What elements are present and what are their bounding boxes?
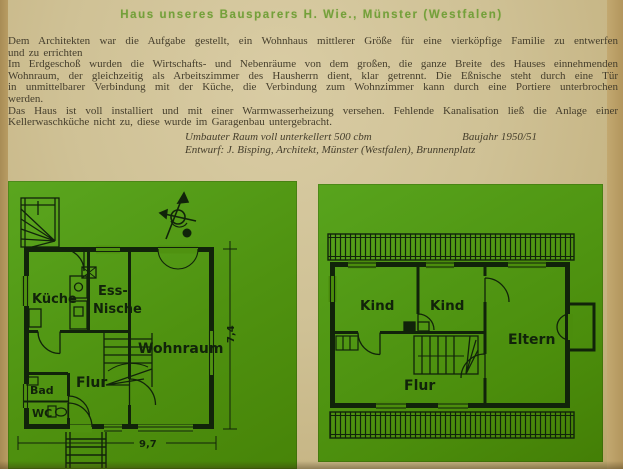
interior-walls	[24, 247, 130, 429]
upper-floor-plan-panel	[318, 184, 603, 462]
exterior-stair	[21, 198, 59, 247]
credits-block	[185, 131, 537, 157]
credit-year: Baujahr 1950/51	[462, 131, 537, 143]
bay-window	[557, 304, 594, 350]
body-line: Wohnraum, der gleichzeitig als Arbeitszimmer des Hausherrn dient, klar getrennt. Die Eßnische steht durch eine Tür	[8, 69, 618, 82]
outer-walls	[27, 250, 212, 427]
closet	[336, 336, 358, 350]
body-line: Im Erdgeschoß wurden die Wirtschafts- und Nebenräume von dem großen, die ganze Breite des Hauses einnehmenden	[8, 58, 618, 71]
room-label-living: Wohnraum	[138, 341, 224, 357]
room-label-wc: WC	[32, 407, 53, 420]
body-text	[8, 36, 618, 129]
room-label-dining-2: Nische	[93, 302, 142, 317]
credit-architect: Entwurf: J. Bisping, Architekt, Münster (Westfalen), Brunnenplatz	[185, 144, 476, 156]
room-label-parents: Eltern	[508, 332, 556, 348]
body-line: und zu errichten	[8, 46, 83, 59]
page-title: Haus unseres Bausparers H. Wie., Münster (Westfalen)	[120, 9, 503, 21]
body-line: Das Haus ist voll installiert und mit einer Warmwasserheizung versehen. Fehlende Kanalisation ließ die Anlage einer	[8, 104, 618, 117]
dim-label-width: 9,7	[139, 439, 157, 450]
body-line: werden.	[8, 92, 44, 105]
page-bottom-shadow	[0, 461, 623, 469]
room-label-child-right: Kind	[430, 298, 465, 314]
roof-strip-top	[328, 234, 574, 260]
body-line: in unmittelbarer Verbindung mit der Küche, die Verbindung zum Wohnzimmer kann durch eine Portiere unterbrochen	[8, 81, 618, 94]
room-label-dining-1: Ess-	[98, 284, 128, 299]
ground-floor-plan	[8, 181, 297, 469]
room-label-kitchen: Küche	[32, 292, 77, 307]
room-label-bath: Bad	[30, 384, 54, 397]
balcony-strip-bottom	[330, 412, 574, 438]
credit-volume: Umbauter Raum voll unterkellert 500 cbm	[185, 131, 372, 143]
body-line: Dem Architekten war die Aufgabe gestellt, ein Wohnhaus mittlerer Größe für eine vierköpfige Familie zu entwerfen	[8, 35, 618, 47]
body-line: Kellerwaschküche nicht zu, diese wurde im Garagenbau untergebracht.	[8, 116, 332, 129]
compass-icon	[160, 193, 196, 239]
door-swings	[38, 249, 156, 418]
wardrobes	[404, 322, 429, 331]
stairs	[414, 336, 478, 374]
upper-floor-plan	[318, 184, 603, 462]
room-label-hall: Flur	[76, 375, 108, 391]
ground-floor-plan-panel	[8, 181, 297, 469]
dim-label-height: 7,4	[226, 325, 237, 343]
page-left-edge	[0, 0, 8, 469]
room-label-hall: Flur	[404, 378, 436, 394]
room-label-child-left: Kind	[360, 298, 395, 314]
